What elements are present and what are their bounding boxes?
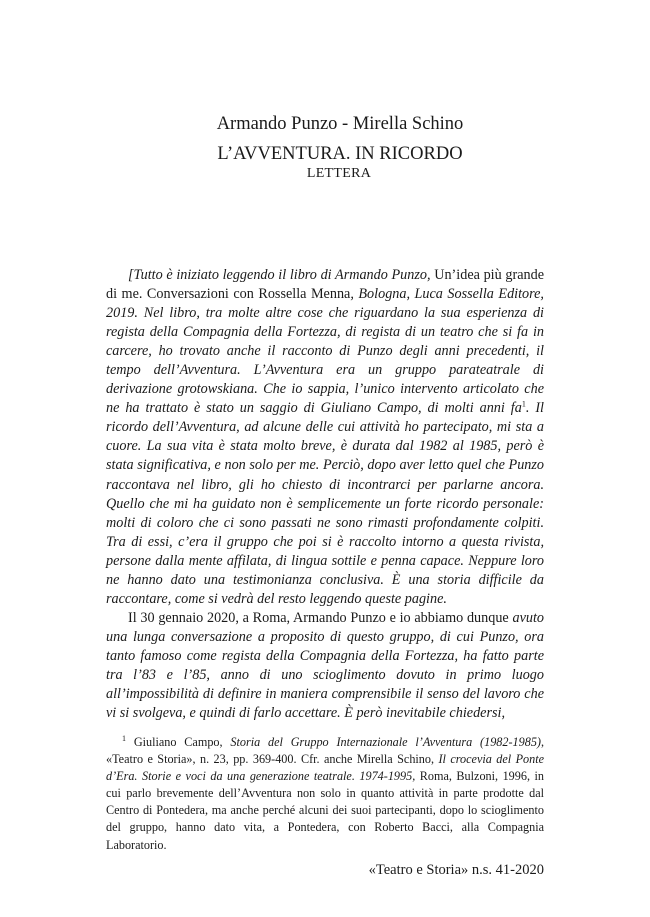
article-subtitle: LETTERA bbox=[306, 166, 372, 181]
footnote-1 bbox=[106, 734, 544, 854]
footnote-number: 1 bbox=[122, 733, 126, 743]
paragraph-2-roman: Il 30 gennaio 2020, a Roma, Armando Punzo e io abbiamo dunque bbox=[128, 609, 513, 626]
footnote-title-1: Storia del Gruppo Internazionale l’Avventura (1982-1985) bbox=[230, 735, 541, 749]
footnote-author: Giuliano Campo, bbox=[133, 735, 231, 749]
footnote-text: Roma, Bulzoni, 1996, in cui parlo brevemente dell’Avventura non solo in quanto attività in parte prodotte dal Centro di Pontedera, ma anche perché alcuni dei suoi partecipanti, dopo lo scioglimento del gruppo, hanno dato vita, a Pontedera, con Roberto Bacci, alla Compagnia Laboratorio. bbox=[106, 769, 544, 852]
paragraph-2-italic: avuto una lunga conversazione a proposito di questo gruppo, di cui Punzo, ora tanto famoso come regista della Compagnia della Fortezza, ha fatto parte tra l’83 e l’85, anno di uno scioglimento dovuto in primo luogo all’impossibilità di definire in maniera comprensibile il senso del lavoro che vi si svolgeva, e quindi di farlo accettare. È però inevitabile chiedersi, bbox=[106, 609, 544, 722]
paragraph-1-continuation: . Il ricordo dell’Avventura, ad alcune delle cui attività ho partecipato, mi sta a cuore. La sua vita è stata molto breve, è durata dal 1982 al 1985, però è stata significativa, e non solo per me. Perciò, dopo aver letto quel che Punzo raccontava nel libro, gli ho chiesto di incontrarci per parlarne ancora. Quello che mi ha guidato non è semplicemente un forte ricordo personale: molti di coloro che ci sono passati ne sono rimasti profondamente colpiti. Tra di essi, c’era il gruppo che poi si è raccolto intorno a questa rivista, persone dalla mente affilata, di lingua sottile e penna capace. Neppure loro ne hanno dato una testimonianza conclusiva. È una storia difficile da raccontare, come si vedrà del resto leggendo queste pagine. bbox=[106, 400, 545, 607]
paragraph-1-intro: [Tutto è iniziato leggendo il libro di Armando Punzo, bbox=[128, 267, 435, 283]
paragraph-2-text bbox=[106, 610, 544, 721]
article-header bbox=[0, 112, 650, 182]
footnote-ref[interactable]: 1 bbox=[521, 399, 526, 409]
article-body bbox=[106, 266, 544, 723]
footnote bbox=[106, 734, 544, 854]
article-authors: Armando Punzo - Mirella Schino bbox=[216, 114, 464, 134]
article-title: L’AVVENTURA. IN RICORDO bbox=[217, 144, 463, 164]
footnote-title-2: Il crocevia del Ponte d’Era. Storie e voci da una generazione teatrale. 1974-1995, bbox=[106, 752, 545, 784]
footnote-journal: , «Teatro e Storia», n. 23, pp. 369-400. Cfr. anche Mirella Schino, bbox=[106, 735, 545, 767]
paragraph-1-text: , Bologna, Luca Sossella Editore, 2019. Nel libro, tra molte altre cose che riguardano la sua esperienza di regista della Compagnia della Fortezza, di regista di un teatro che si fa in carcere, ho trovato anche il racconto di Punzo degli anni precedenti, il tempo dell’Avventura. L’Avventura era un gruppo parateatrale di derivazione grotowskiana. Che io sappia, l’unico intervento articolato che ne ha trattato è stato un saggio di Giuliano Campo, di molti anni fa bbox=[106, 286, 544, 417]
book-title: Un’idea più grande di me. Conversazioni con Rossella Menna bbox=[106, 267, 544, 303]
journal-footer: «Teatro e Storia» n.s. 41-2020 bbox=[368, 862, 544, 878]
paragraph-1 bbox=[106, 266, 544, 609]
paragraph-2 bbox=[106, 609, 544, 723]
